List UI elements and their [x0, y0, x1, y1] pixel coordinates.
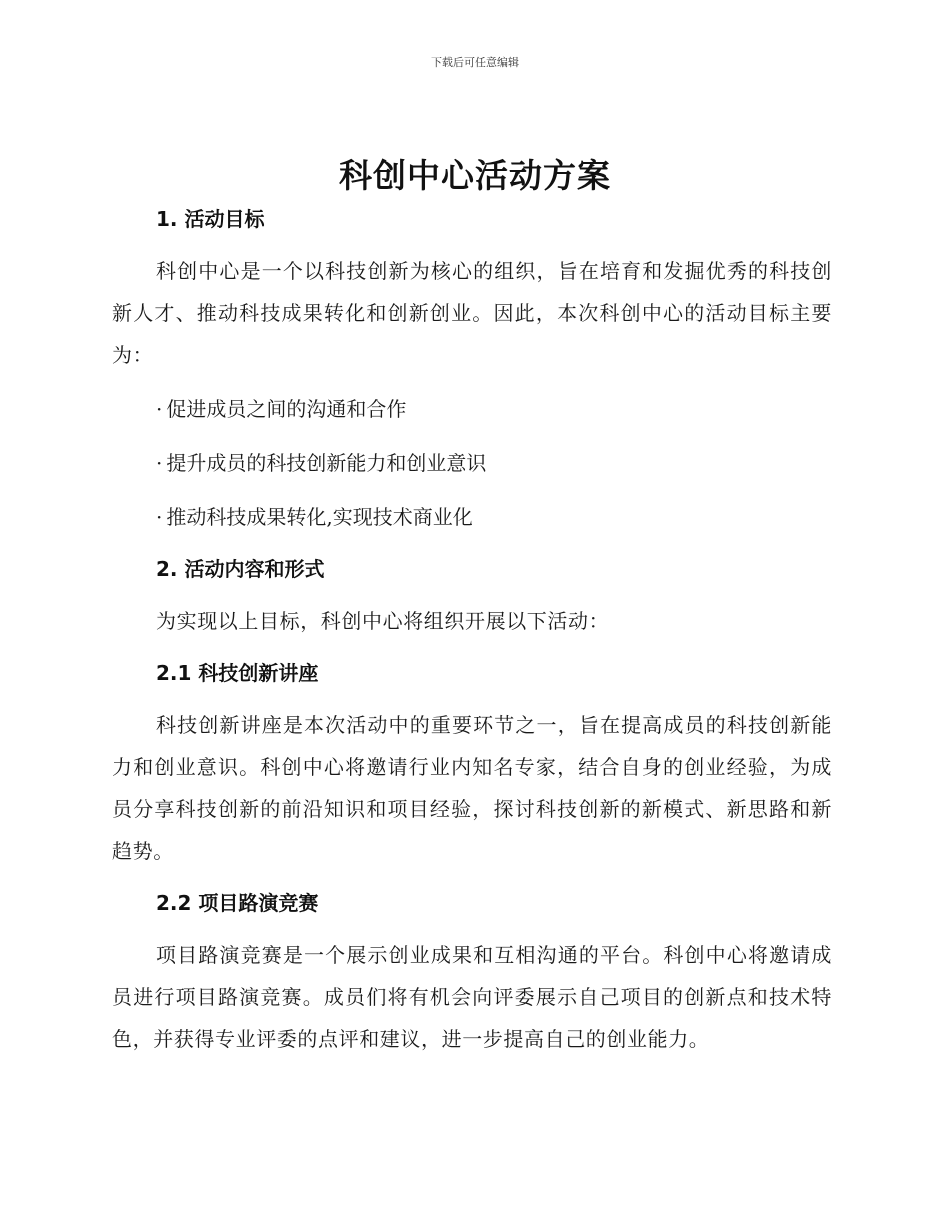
section-heading-1: 1. 活动目标	[156, 207, 265, 231]
bullet-text: 推动科技成果转化,实现技术商业化	[166, 505, 473, 529]
section-heading-2: 2. 活动内容和形式	[156, 557, 325, 581]
bullet-item	[112, 442, 832, 484]
section-2-2-paragraph: 项目路演竞赛是一个展示创业成果和互相沟通的平台。科创中心将邀请成员进行项目路演竞赛。成员们将有机会向评委展示自己项目的创新点和技术特色，并获得专业评委的点评和建议，进一步提高自己的创业能力。	[112, 943, 832, 1051]
document-title: 科创中心活动方案	[339, 156, 611, 195]
bullet-marker: ·	[156, 451, 163, 475]
bullet-marker: ·	[156, 505, 163, 529]
bullet-text: 提升成员的科技创新能力和创业意识	[166, 451, 487, 475]
section-2-1-paragraph: 科技创新讲座是本次活动中的重要环节之一，旨在提高成员的科技创新能力和创业意识。科创中心将邀请行业内知名专家，结合自身的创业经验，为成员分享科技创新的前沿知识和项目经验，探讨科技创新的新模式、新思路和新趋势。	[112, 713, 832, 863]
document-body	[112, 200, 832, 1060]
section-2-paragraph: 为实现以上目标，科创中心将组织开展以下活动：	[156, 609, 610, 633]
section-1-paragraph: 科创中心是一个以科技创新为核心的组织，旨在培育和发掘优秀的科技创新人才、推动科技成果转化和创新创业。因此，本次科创中心的活动目标主要为：	[112, 259, 832, 367]
bullet-item	[112, 496, 832, 538]
bullet-item	[112, 388, 832, 430]
section-heading-2-1: 2.1 科技创新讲座	[156, 661, 319, 685]
bullet-text: 促进成员之间的沟通和合作	[166, 397, 407, 421]
section-heading-2-2: 2.2 项目路演竞赛	[156, 891, 319, 915]
header-note: 下载后可任意编辑	[431, 56, 519, 69]
bullet-marker: ·	[156, 397, 163, 421]
